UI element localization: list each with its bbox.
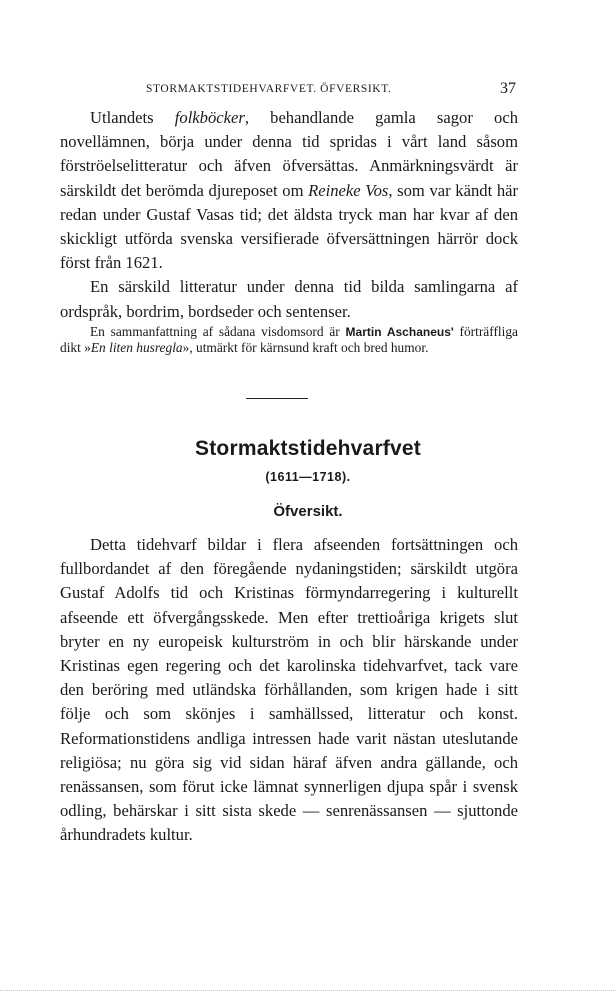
paragraph-ordsprak: En särskild litteratur under denna tid bilda samlingarna af ordspråk, bordrim, bordseder och sentenser. (60, 277, 518, 321)
section-subtitle: Öfversikt. (273, 503, 343, 520)
italic-folkbocker: folkböcker (174, 108, 245, 127)
paragraph-overview: Detta tidehvarf bildar i flera afseenden fortsättningen och fullbordandet af den föregående nydaningstiden; särskildt utgöra Gustaf Adolfs tid och Kristinas förmyndarregering i kulturellt afseende ett öfvergångsskede. Men efter trettioåriga krigets slut bryter en ny europeisk kulturström in och blir härskande under Kristinas egen regering och det karolinska tidehvarfvet, tack vare den beröring med utländska förhållanden, som krigen hade i sitt följe och som skönjes i samhällssed, litteratur och konst. Reformationstidens andliga intressen hade varit nästan uteslutande religiösa; nu göra sig vid sidan häraf äfven andra gällande, och renässansen, som förut icke lämnat synnerligen djupa spår i svensk odling, behärskar i sitt sista skede — senrenässansen — sjuttonde århundradets kultur. (60, 535, 518, 845)
overview-text (60, 533, 518, 848)
chapter-dates: (1611—1718). (265, 470, 351, 484)
section-divider (246, 398, 308, 399)
chapter-title: Stormaktstidehvarfvet (195, 437, 421, 460)
page-number: 37 (500, 80, 516, 97)
author-name: Martin Aschaneus' (345, 325, 454, 339)
running-header (88, 80, 516, 100)
previous-section-text (60, 106, 518, 324)
italic-husregla: En liten husregla (90, 340, 183, 355)
scan-edge (0, 990, 616, 991)
paragraph-folkbocker: Utlandets folkböcker, behandlande gamla sagor och novellämnen, börja under denna tid spridas i vårt land såsom förströelselitteratur och äfven öfversättas. Anmärkningsvärdt är särskildt det berömda djureposet om Reineke Vos, som var kändt här redan under Gustaf Vasas tid; det äldsta tryck man har kvar af den skickligt utförda svenska versifierade öfversättningen härrör dock först från 1621. (60, 108, 519, 273)
footnote-aschaneus: En sammanfattning af sådana visdomsord är Martin Aschaneus' förträffliga dikt »En liten husregla», utmärkt för kärnsund kraft och bred humor. (60, 324, 519, 355)
running-title: STORMAKTSTIDEHVARFVET. ÖFVERSIKT. (146, 83, 392, 95)
italic-reineke-vos: Reineke Vos (308, 180, 389, 200)
